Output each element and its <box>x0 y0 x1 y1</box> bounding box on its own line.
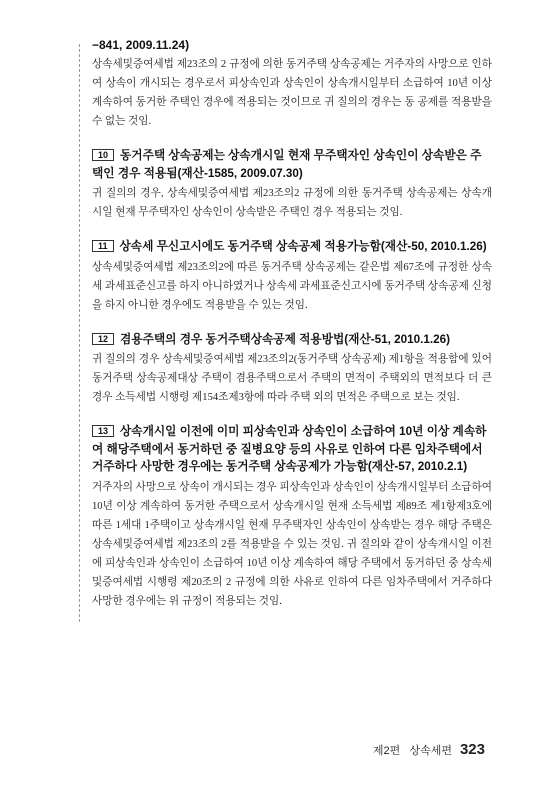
section-body: 상속세및증여세법 제23조의2에 따른 동거주택 상속공제는 같은법 제67조에 규정한 상속세 과세표준신고를 하지 아니하였거나 상속세 과세표준신고시에 동거주택 상속공제 신청을 하지 아니한 경우에도 적용받을 수 있는 것임. <box>92 261 492 311</box>
content-column <box>92 36 492 611</box>
footer-section-label: 제2편 상속세편 <box>372 745 452 757</box>
section-13 <box>92 423 492 611</box>
section-title: 동거주택 상속공제는 상속개시일 현재 무주택자인 상속인이 상속받은 주택인 경우 적용됨(재산-1585, 2009.07.30) <box>92 149 482 180</box>
section-title: 상속개시일 이전에 이미 피상속인과 상속인이 소급하여 10년 이상 계속하여 해당주택에서 동거하던 중 질병요양 등의 사유로 인하여 다른 임차주택에서 거주하다 사망한 경우에는 동거주택 상속공제가 가능함(재산-57, 2010.2.1) <box>92 425 487 473</box>
section-body: 거주자의 사망으로 상속이 개시되는 경우 피상속인과 상속인이 상속개시일부터 소급하여 10년 이상 계속하여 동거한 주택으로서 상속개시일 현재 소득세법 제89조 제1항제3호에 따른 1세대 1주택이고 상속개시일 현재 무주택자인 상속인이 상속받는 경우 해당 주택은 상속세및증여세법 제23조의 2를 적용받을 수 있는 것임. 귀 질의와 같이 상속개시일 이전에 피상속인과 상속인이 소급하여 10년 이상 계속하여 해당 주택에서 동거하던 중 상속세및증여세법 시행령 제20조의 2 규정에 의한 사유로 인하여 다른 임차주택에서 거주하다 사망한 경우에는 위 규정이 적용되는 것임. <box>92 481 492 607</box>
section-number: 12 <box>92 333 114 345</box>
section-heading <box>92 238 492 256</box>
lead-paragraph: 상속세및증여세법 제23조의 2 규정에 의한 동거주택 상속공제는 거주자의 사망으로 인하여 상속이 개시되는 경우로서 피상속인과 상속인이 상속개시일부터 소급하여 10년 이상 계속하여 동거한 주택인 경우에 적용되는 것이므로 귀 질의의 경우는 동 공제를 적용받을 수 없는 것임. <box>92 59 492 127</box>
section-11 <box>92 238 492 315</box>
section-number: 11 <box>92 240 114 252</box>
section-12 <box>92 331 492 408</box>
section-heading <box>92 331 492 349</box>
section-heading <box>92 147 492 182</box>
section-body: 귀 질의의 경우, 상속세및증여세법 제23조의2 규정에 의한 동거주택 상속공제는 상속개시일 현재 무주택자인 상속인이 상속받은 주택인 경우 적용되는 것임. <box>92 188 492 218</box>
section-body: 귀 질의의 경우 상속세및증여세법 제23조의2(동거주택 상속공제) 제1항을 적용함에 있어 동거주택 상속공제대상 주택이 겸용주택으로서 주택의 면적이 주택외의 면적보다 더 큰 경우 소득세법 시행령 제154조제3항에 따라 주택 외의 면적은 주택으로 보는 것임. <box>92 354 492 403</box>
page-footer <box>373 741 485 758</box>
section-10 <box>92 147 492 222</box>
section-number: 13 <box>92 425 114 437</box>
section-heading <box>92 423 492 476</box>
lead-reference: −841, 2009.11.24) <box>92 38 190 52</box>
section-title: 겸용주택의 경우 동거주택상속공제 적용방법(재산-51, 2010.1.26) <box>120 332 451 346</box>
margin-dotted-rule <box>79 44 80 622</box>
section-number: 10 <box>92 149 114 161</box>
page-number: 323 <box>459 741 485 758</box>
section-title: 상속세 무신고시에도 동거주택 상속공제 적용가능함(재산-50, 2010.1.26) <box>119 240 487 253</box>
